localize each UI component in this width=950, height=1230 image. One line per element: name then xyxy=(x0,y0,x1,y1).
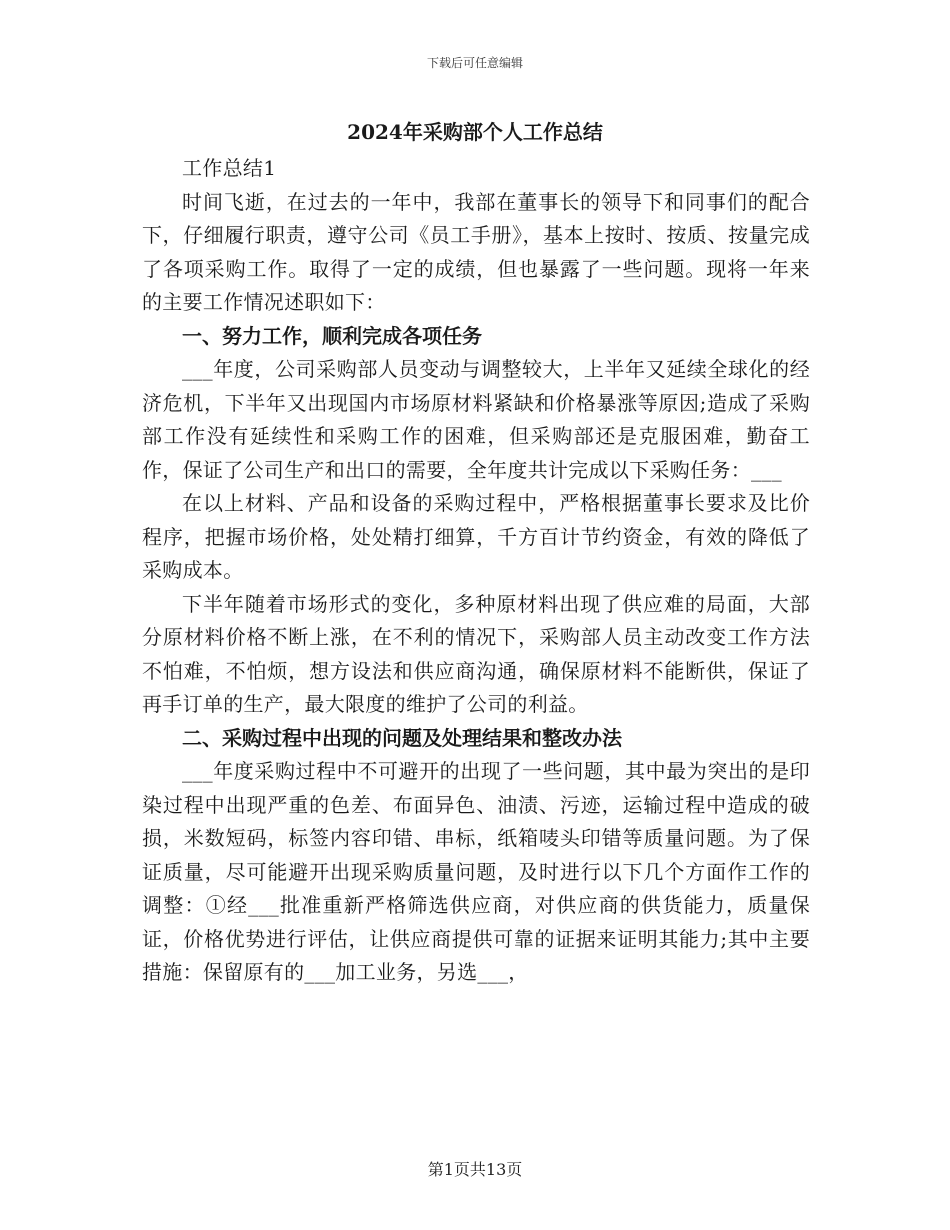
document-body xyxy=(142,152,810,990)
page-number: 第1页共13页 xyxy=(427,1160,523,1179)
section-1-paragraph: ___年度，公司采购部人员变动与调整较大，上半年又延续全球化的经济危机，下半年又出现国内市场原材料紧缺和价格暴涨等原因;造成了采购部工作没有延续性和采购工作的困难，但采购部还是克服困难，勤奋工作，保证了公司生产和出口的需要，全年度共计完成以下采购任务：___ xyxy=(142,357,810,482)
section-2-heading: 二、采购过程中出现的问题及处理结果和整改办法 xyxy=(182,725,622,750)
section-1-paragraph: 在以上材料、产品和设备的采购过程中，严格根据董事长要求及比价程序，把握市场价格，处处精打细算，千方百计节约资金，有效的降低了采购成本。 xyxy=(142,491,810,582)
header-note: 下载后可任意编辑 xyxy=(426,56,523,70)
document-subtitle: 工作总结1 xyxy=(182,156,277,180)
document-title: 2024年采购部个人工作总结 xyxy=(347,120,603,144)
intro-paragraph: 时间飞逝，在过去的一年中，我部在董事长的领导下和同事们的配合下，仔细履行职责，遵守公司《员工手册》，基本上按时、按质、按量完成了各项采购工作。取得了一定的成绩，但也暴露了一些问题。现将一年来的主要工作情况述职如下： xyxy=(142,189,810,314)
section-1-heading: 一、努力工作，顺利完成各项任务 xyxy=(182,323,482,348)
section-2-paragraph: ___年度采购过程中不可避开的出现了一些问题，其中最为突出的是印染过程中出现严重的色差、布面异色、油渍、污迹，运输过程中造成的破损，米数短码，标签内容印错、串标，纸箱唛头印错等质量问题。为了保证质量，尽可能避开出现采购质量问题，及时进行以下几个方面作工作的调整：①经___批准重新严格筛选供应商，对供应商的供货能力，质量保证，价格优势进行评估，让供应商提供可靠的证据来证明其能力;其中主要措施：保留原有的___加工业务，另选___， xyxy=(142,759,810,984)
section-1-paragraph: 下半年随着市场形式的变化，多种原材料出现了供应难的局面，大部分原材料价格不断上涨，在不利的情况下，采购部人员主动改变工作方法不怕难，不怕烦，想方设法和供应商沟通，确保原材料不能断供，保证了再手订单的生产，最大限度的维护了公司的利益。 xyxy=(142,591,810,716)
